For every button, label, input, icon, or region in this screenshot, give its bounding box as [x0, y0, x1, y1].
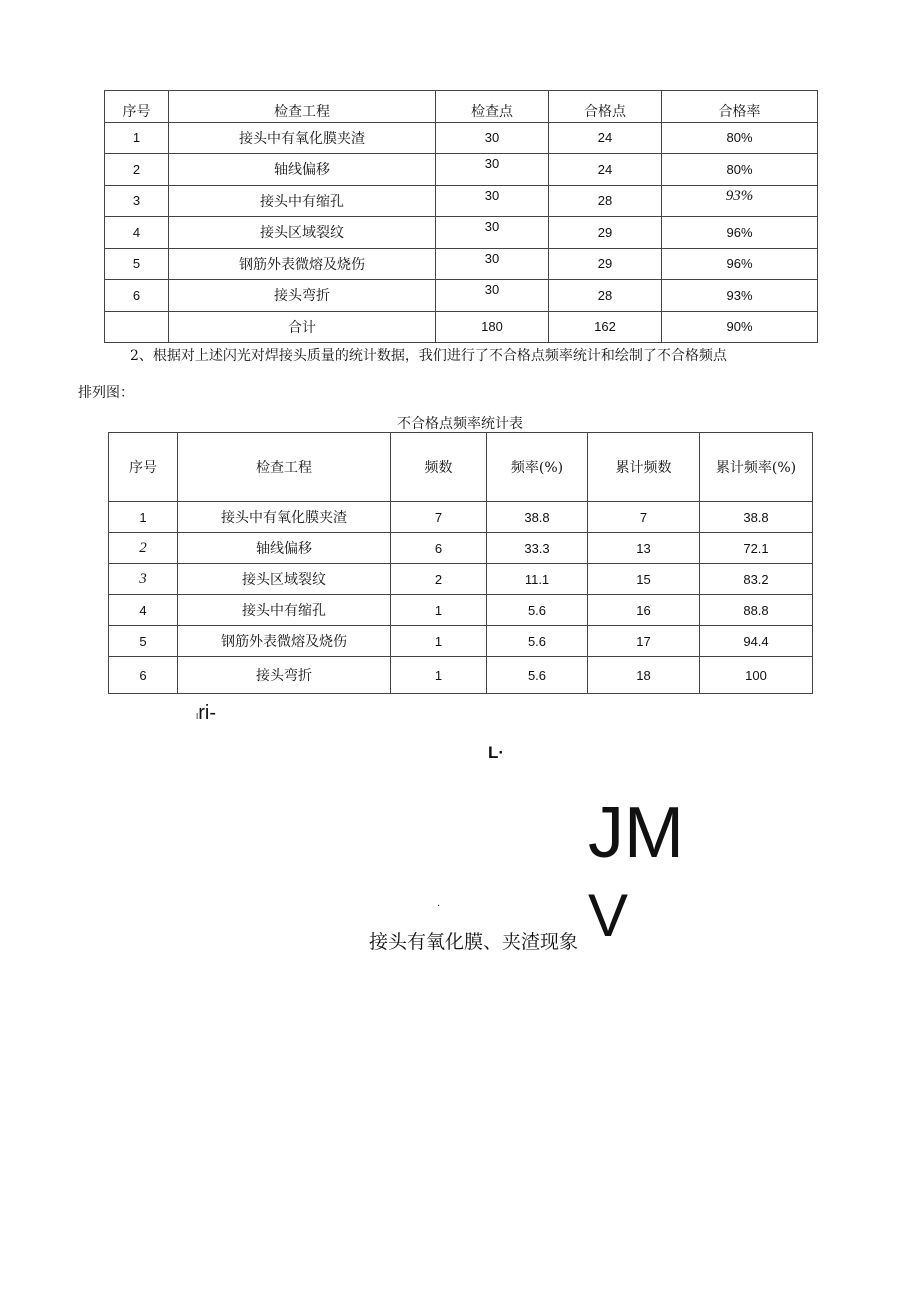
- table-cell: 17: [588, 626, 700, 657]
- table-header-row: [109, 433, 813, 502]
- table-row: [109, 595, 813, 626]
- frequency-table: [108, 432, 813, 694]
- table-cell: 93%: [662, 185, 818, 217]
- table-cell: 29: [549, 217, 662, 249]
- table-cell: 29: [549, 248, 662, 280]
- table-cell: 接头中有氧化膜夹渣: [169, 122, 436, 154]
- ocr-fragment-text: ri-: [198, 702, 216, 724]
- table-cell: 6: [391, 533, 487, 564]
- table-header-row: [105, 91, 818, 123]
- header-cell: 累计频率(%): [700, 433, 813, 502]
- header-cell: 检查工程: [178, 433, 391, 502]
- ocr-fragment-large: JM: [588, 793, 684, 873]
- table-row: [105, 280, 818, 312]
- table-cell: 72.1: [700, 533, 813, 564]
- table-cell: 5: [109, 626, 178, 657]
- table-cell: 28: [549, 280, 662, 312]
- table-cell: 1: [391, 657, 487, 694]
- table-cell: 30: [436, 122, 549, 154]
- table-cell: 80%: [662, 154, 818, 186]
- table-cell: 30: [436, 217, 549, 249]
- table-row: [105, 185, 818, 217]
- table-cell: 30: [436, 280, 549, 312]
- table-cell: 4: [105, 217, 169, 249]
- header-cell: 序号: [109, 433, 178, 502]
- table-cell: 接头中有缩孔: [178, 595, 391, 626]
- ocr-fragment-large: V: [588, 882, 629, 949]
- table-row: [105, 217, 818, 249]
- table-cell: 83.2: [700, 564, 813, 595]
- table-cell: 1: [391, 595, 487, 626]
- ocr-fragment: .: [437, 898, 441, 909]
- table-cell: 16: [588, 595, 700, 626]
- header-cell: 频数: [391, 433, 487, 502]
- table-cell: 30: [436, 185, 549, 217]
- table-row: [109, 533, 813, 564]
- table-cell: 5.6: [487, 626, 588, 657]
- table-cell: 2: [105, 154, 169, 186]
- ocr-fragment: [196, 702, 216, 725]
- table-cell: 38.8: [700, 502, 813, 533]
- header-cell: 合格率: [662, 91, 818, 123]
- table-row: [105, 122, 818, 154]
- table-cell: 28: [549, 185, 662, 217]
- table-cell: 180: [436, 311, 549, 343]
- table-cell: 1: [391, 626, 487, 657]
- table-cell: 5: [105, 248, 169, 280]
- figure-caption: 接头有氧化膜、夹渣现象: [369, 931, 579, 953]
- table-cell: 接头区域裂纹: [169, 217, 436, 249]
- table-cell: 88.8: [700, 595, 813, 626]
- table-cell: 轴线偏移: [178, 533, 391, 564]
- total-label: 合计: [169, 311, 436, 343]
- table-row: [109, 564, 813, 595]
- header-cell: 序号: [105, 91, 169, 123]
- table-cell: 1: [109, 502, 178, 533]
- table-cell: 24: [549, 154, 662, 186]
- ocr-fragment-clip: [588, 882, 648, 949]
- table-cell: 钢筋外表微熔及烧伤: [169, 248, 436, 280]
- table-cell: 30: [436, 154, 549, 186]
- table-cell: 接头中有氧化膜夹渣: [178, 502, 391, 533]
- table-row: [105, 154, 818, 186]
- table-cell: 接头弯折: [169, 280, 436, 312]
- ocr-fragment-small: I: [196, 712, 199, 721]
- table-cell: 15: [588, 564, 700, 595]
- inspection-table: [104, 90, 818, 343]
- header-cell: 检查工程: [169, 91, 436, 123]
- table-cell: 5.6: [487, 595, 588, 626]
- table-cell: 93%: [662, 280, 818, 312]
- table-cell: 96%: [662, 248, 818, 280]
- table-cell: 38.8: [487, 502, 588, 533]
- table-row: [109, 657, 813, 694]
- table-cell: 96%: [662, 217, 818, 249]
- table-cell: 90%: [662, 311, 818, 343]
- table-cell: 162: [549, 311, 662, 343]
- table-row: [109, 626, 813, 657]
- table-cell: 4: [109, 595, 178, 626]
- table-cell: 33.3: [487, 533, 588, 564]
- table-cell: 94.4: [700, 626, 813, 657]
- table-cell: 13: [588, 533, 700, 564]
- header-cell: 合格点: [549, 91, 662, 123]
- header-cell: 累计频数: [588, 433, 700, 502]
- table-title: 不合格点频率统计表: [397, 416, 523, 432]
- ocr-fragment: L·: [488, 743, 505, 762]
- table-cell: 11.1: [487, 564, 588, 595]
- paragraph-line: 2、根据对上述闪光对焊接头质量的统计数据，我们进行了不合格点频率统计和绘制了不合格频点: [130, 348, 727, 364]
- table-cell: 1: [105, 122, 169, 154]
- table-cell: 2: [391, 564, 487, 595]
- table-total-row: [105, 311, 818, 343]
- table-cell: 接头区域裂纹: [178, 564, 391, 595]
- table-cell: 100: [700, 657, 813, 694]
- table-cell: 24: [549, 122, 662, 154]
- table-cell: 6: [109, 657, 178, 694]
- table-cell: 3: [105, 185, 169, 217]
- table-cell: 2: [109, 533, 178, 564]
- table-row: [109, 502, 813, 533]
- table-cell: 80%: [662, 122, 818, 154]
- table-cell: 接头弯折: [178, 657, 391, 694]
- table-cell: 18: [588, 657, 700, 694]
- table-cell: 7: [588, 502, 700, 533]
- table-cell: [105, 311, 169, 343]
- table-cell: 30: [436, 248, 549, 280]
- table-cell: 5.6: [487, 657, 588, 694]
- header-cell: 检查点: [436, 91, 549, 123]
- table-cell: 7: [391, 502, 487, 533]
- table-cell: 6: [105, 280, 169, 312]
- table-cell: 3: [109, 564, 178, 595]
- table-cell: 接头中有缩孔: [169, 185, 436, 217]
- table-cell: 轴线偏移: [169, 154, 436, 186]
- header-cell: 频率(%): [487, 433, 588, 502]
- paragraph-line: 排列图：: [78, 385, 134, 401]
- table-row: [105, 248, 818, 280]
- table-cell: 钢筋外表微熔及烧伤: [178, 626, 391, 657]
